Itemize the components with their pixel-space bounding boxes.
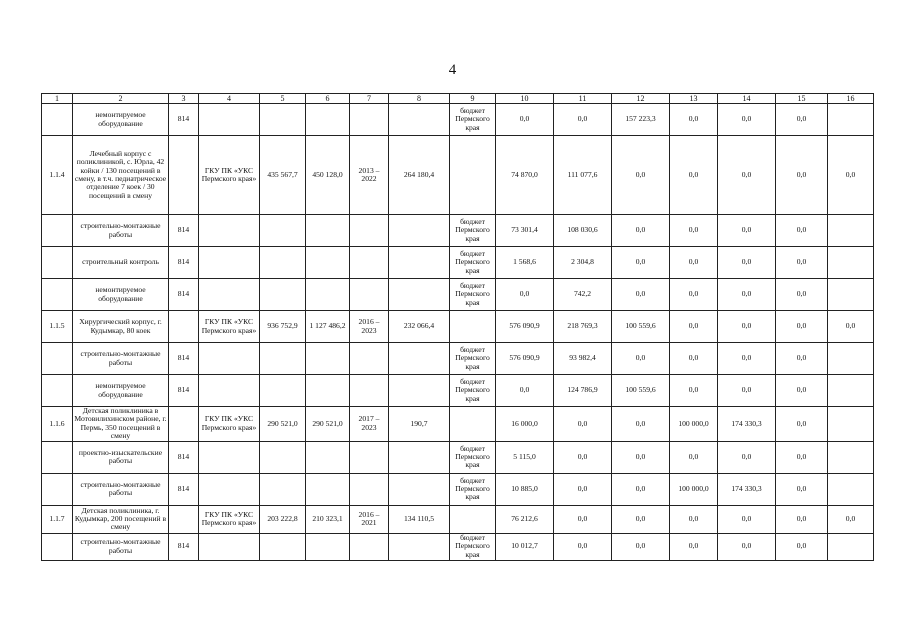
table-cell: 76 212,6	[496, 505, 554, 533]
table-cell: строительно-монтажные работы	[73, 215, 169, 247]
table-cell: 814	[169, 375, 199, 407]
column-header: 9	[450, 94, 496, 104]
table-cell: 0,0	[554, 505, 612, 533]
table-cell: 814	[169, 279, 199, 311]
table-cell: проектно-изыскательские работы	[73, 441, 169, 473]
table-cell: 0,0	[776, 311, 828, 343]
table-cell: 2013 – 2022	[350, 136, 389, 215]
table-cell	[42, 473, 73, 505]
table-cell: 742,2	[554, 279, 612, 311]
table-cell: 0,0	[718, 104, 776, 136]
column-header: 5	[260, 94, 306, 104]
table-header-row	[42, 94, 874, 104]
table-cell: 0,0	[670, 104, 718, 136]
table-cell: 16 000,0	[496, 407, 554, 442]
table-cell	[260, 375, 306, 407]
table-cell	[169, 407, 199, 442]
table-cell	[306, 441, 350, 473]
table-cell: 5 115,0	[496, 441, 554, 473]
table-cell: 157 223,3	[612, 104, 670, 136]
table-cell: 174 330,3	[718, 473, 776, 505]
table-cell	[828, 375, 874, 407]
table-cell: 111 077,6	[554, 136, 612, 215]
budget-table	[41, 93, 874, 561]
table-cell: строительно-монтажные работы	[73, 343, 169, 375]
table-cell	[199, 375, 260, 407]
table-cell: 134 110,5	[389, 505, 450, 533]
table-cell: Детская поликлиника в Мотовилихинском районе, г. Пермь, 350 посещений в смену	[74, 406, 167, 441]
table-cell: 0,0	[776, 441, 828, 473]
table-cell: 2016 – 2023	[350, 311, 389, 343]
table-cell: 0,0	[776, 375, 828, 407]
table-row	[42, 104, 874, 136]
project-row	[42, 136, 874, 215]
table-cell: 2017 – 2023	[350, 407, 389, 442]
table-cell: 0,0	[612, 441, 670, 473]
table-cell: 232 066,4	[389, 311, 450, 343]
table-cell: 0,0	[670, 343, 718, 375]
table-cell: 2016 – 2021	[350, 505, 389, 533]
table-body	[42, 104, 874, 561]
table-cell	[450, 505, 496, 533]
table-cell: строительно-монтажные работы	[73, 473, 169, 505]
project-row	[42, 407, 874, 442]
table-cell: 73 301,4	[496, 215, 554, 247]
table-cell: 0,0	[670, 533, 718, 560]
table-cell	[260, 533, 306, 560]
table-cell: строительно-монтажные работы	[73, 533, 169, 560]
table-cell: 10 885,0	[496, 473, 554, 505]
table-cell: бюджет Пермского края	[450, 215, 496, 247]
table-cell: 2 304,8	[554, 247, 612, 279]
table-cell	[389, 279, 450, 311]
table-cell: 0,0	[612, 279, 670, 311]
column-header: 1	[42, 94, 73, 104]
table-cell: бюджет Пермского края	[450, 247, 496, 279]
table-cell	[350, 215, 389, 247]
table-cell: 203 222,8	[260, 505, 306, 533]
table-cell: 264 180,4	[389, 136, 450, 215]
table-cell: 0,0	[496, 375, 554, 407]
table-cell: Лечебный корпус с поликлиникой, с. Юрла, 42 койки / 130 посещений в смену, в т.ч. педиатрическое отделение 7 коек / 30 посещений в смену	[73, 136, 169, 215]
table-cell	[389, 441, 450, 473]
table-cell: Хирургический корпус, г. Кудымкар, 80 коек	[73, 311, 169, 343]
table-cell	[306, 343, 350, 375]
table-cell: 576 090,9	[496, 311, 554, 343]
table-cell: немонтируемое оборудование	[73, 104, 169, 136]
column-header: 8	[389, 94, 450, 104]
table-cell	[828, 441, 874, 473]
table-cell: 814	[169, 441, 199, 473]
column-header: 4	[199, 94, 260, 104]
table-cell: 0,0	[828, 136, 874, 215]
table-cell: 0,0	[718, 343, 776, 375]
table-cell: 93 982,4	[554, 343, 612, 375]
table-cell: 0,0	[776, 407, 828, 442]
table-cell: 190,7	[389, 407, 450, 442]
table-cell: 0,0	[670, 279, 718, 311]
table-cell: 0,0	[670, 247, 718, 279]
table-cell: 0,0	[612, 533, 670, 560]
table-cell	[42, 247, 73, 279]
table-cell	[306, 247, 350, 279]
table-cell: 814	[169, 473, 199, 505]
table-cell: 10 012,7	[496, 533, 554, 560]
table-cell	[169, 311, 199, 343]
table-cell: 0,0	[718, 311, 776, 343]
table-cell	[828, 279, 874, 311]
table-cell	[260, 343, 306, 375]
table-cell: 576 090,9	[496, 343, 554, 375]
table-cell	[350, 375, 389, 407]
table-cell	[42, 441, 73, 473]
table-cell	[42, 343, 73, 375]
table-cell: ГКУ ПК «УКС Пермского края»	[199, 407, 260, 442]
table-cell	[199, 343, 260, 375]
table-cell	[42, 104, 73, 136]
column-header: 15	[776, 94, 828, 104]
table-cell: 0,0	[670, 441, 718, 473]
table-cell	[260, 441, 306, 473]
table-cell	[306, 473, 350, 505]
project-row	[42, 311, 874, 343]
table-cell	[828, 407, 874, 442]
table-cell: 0,0	[776, 104, 828, 136]
table-cell: 0,0	[612, 215, 670, 247]
table-cell	[199, 247, 260, 279]
table-cell: бюджет Пермского края	[450, 104, 496, 136]
page-number: 4	[448, 62, 457, 78]
table-cell: 0,0	[718, 279, 776, 311]
table-cell: бюджет Пермского края	[450, 279, 496, 311]
table-cell	[306, 215, 350, 247]
table-cell	[260, 279, 306, 311]
table-cell: 108 030,6	[554, 215, 612, 247]
table-cell: 814	[169, 247, 199, 279]
table-cell: 450 128,0	[306, 136, 350, 215]
table-cell	[350, 473, 389, 505]
table-cell	[199, 473, 260, 505]
table-cell: бюджет Пермского края	[450, 375, 496, 407]
table-cell: 814	[169, 343, 199, 375]
table-cell: Детская поликлиника, г. Кудымкар, 200 посещений в смену	[73, 505, 169, 533]
table-row	[42, 441, 874, 473]
table-cell	[450, 407, 496, 442]
table-cell	[450, 311, 496, 343]
table-cell: ГКУ ПК «УКС Пермского края»	[199, 136, 260, 215]
table-cell: 0,0	[496, 279, 554, 311]
table-cell	[350, 441, 389, 473]
table-cell: 0,0	[670, 215, 718, 247]
table-cell: 0,0	[670, 136, 718, 215]
table-cell	[42, 215, 73, 247]
table-cell: 0,0	[670, 375, 718, 407]
column-header: 6	[306, 94, 350, 104]
table-cell: 0,0	[776, 505, 828, 533]
table-row	[42, 215, 874, 247]
table-cell	[199, 279, 260, 311]
table-cell: 124 786,9	[554, 375, 612, 407]
table-row	[42, 279, 874, 311]
table-cell	[350, 104, 389, 136]
column-header: 14	[718, 94, 776, 104]
table-cell: 0,0	[612, 407, 670, 442]
column-header: 3	[169, 94, 199, 104]
table-cell: 0,0	[612, 343, 670, 375]
table-cell	[169, 136, 199, 215]
table-cell: 1.1.4	[42, 136, 73, 215]
table-cell	[350, 247, 389, 279]
table-cell: 0,0	[776, 473, 828, 505]
table-cell: 0,0	[612, 473, 670, 505]
table-cell: 0,0	[554, 441, 612, 473]
table-cell: 290 521,0	[306, 407, 350, 442]
table-cell	[389, 215, 450, 247]
table-cell: 100 000,0	[670, 473, 718, 505]
table-cell: 0,0	[670, 311, 718, 343]
column-header: 10	[496, 94, 554, 104]
table-cell	[42, 375, 73, 407]
table-cell: бюджет Пермского края	[450, 533, 496, 560]
table-cell: 0,0	[776, 279, 828, 311]
table-cell	[350, 279, 389, 311]
table-cell: 0,0	[612, 247, 670, 279]
table-cell: 0,0	[554, 104, 612, 136]
table-cell	[828, 343, 874, 375]
table-cell: 0,0	[554, 533, 612, 560]
column-header: 16	[828, 94, 874, 104]
table-cell: 814	[169, 215, 199, 247]
table-cell	[389, 533, 450, 560]
table-cell: 1.1.6	[42, 407, 73, 442]
table-cell: 0,0	[554, 407, 612, 442]
table-cell	[199, 215, 260, 247]
table-cell: 0,0	[828, 311, 874, 343]
table-cell: 218 769,3	[554, 311, 612, 343]
table-cell: 0,0	[718, 215, 776, 247]
table-cell	[260, 473, 306, 505]
table-cell	[42, 533, 73, 560]
table-cell: 100 000,0	[670, 407, 718, 442]
table-row	[42, 343, 874, 375]
table-cell	[389, 473, 450, 505]
column-header: 2	[73, 94, 169, 104]
table-cell: 0,0	[776, 343, 828, 375]
table-cell: 0,0	[776, 215, 828, 247]
table-row	[42, 247, 874, 279]
table-cell	[350, 343, 389, 375]
table-cell: 0,0	[612, 136, 670, 215]
table-cell	[199, 533, 260, 560]
table-cell: 0,0	[776, 533, 828, 560]
table-row	[42, 473, 874, 505]
table-cell: немонтируемое оборудование	[73, 375, 169, 407]
table-cell: ГКУ ПК «УКС Пермского края»	[199, 311, 260, 343]
column-header: 7	[350, 94, 389, 104]
table-cell: 814	[169, 533, 199, 560]
column-header: 11	[554, 94, 612, 104]
table-cell: 1.1.7	[42, 505, 73, 533]
table-cell: ГКУ ПК «УКС Пермского края»	[199, 505, 260, 533]
table-cell: бюджет Пермского края	[450, 473, 496, 505]
table-cell: 0,0	[828, 505, 874, 533]
table-cell: 210 323,1	[306, 505, 350, 533]
table-cell: 0,0	[718, 441, 776, 473]
table-cell	[389, 247, 450, 279]
table-cell	[389, 343, 450, 375]
table-cell: 74 870,0	[496, 136, 554, 215]
table-cell: бюджет Пермского края	[450, 343, 496, 375]
table-cell	[260, 104, 306, 136]
table-cell: 0,0	[612, 505, 670, 533]
table-cell	[306, 279, 350, 311]
table-cell: 814	[169, 104, 199, 136]
table-row	[42, 533, 874, 560]
table-cell: 290 521,0	[260, 407, 306, 442]
table-cell: 936 752,9	[260, 311, 306, 343]
column-header: 12	[612, 94, 670, 104]
table-cell	[199, 441, 260, 473]
table-cell: 1 568,6	[496, 247, 554, 279]
project-row	[42, 505, 874, 533]
table-cell: 0,0	[718, 533, 776, 560]
table-cell: 0,0	[718, 247, 776, 279]
table-cell: 1.1.5	[42, 311, 73, 343]
table-cell	[828, 247, 874, 279]
table-cell: 0,0	[718, 136, 776, 215]
table-cell: бюджет Пермского края	[450, 441, 496, 473]
table-cell: 0,0	[554, 473, 612, 505]
table-cell	[828, 473, 874, 505]
table-cell	[389, 104, 450, 136]
table-cell: строительный контроль	[73, 247, 169, 279]
table-cell: 100 559,6	[612, 375, 670, 407]
column-header: 13	[670, 94, 718, 104]
table-cell: 174 330,3	[718, 407, 776, 442]
table-cell	[260, 215, 306, 247]
table-cell: 0,0	[718, 375, 776, 407]
table-cell: 0,0	[776, 247, 828, 279]
table-cell	[306, 375, 350, 407]
table-cell: немонтируемое оборудование	[73, 279, 169, 311]
table-cell	[828, 215, 874, 247]
table-cell	[350, 533, 389, 560]
table-cell: 0,0	[496, 104, 554, 136]
table-cell	[828, 533, 874, 560]
table-cell	[306, 533, 350, 560]
table-cell: 435 567,7	[260, 136, 306, 215]
table-cell	[450, 136, 496, 215]
table-cell: 100 559,6	[612, 311, 670, 343]
table-cell	[169, 505, 199, 533]
table-cell	[42, 279, 73, 311]
table-cell: 0,0	[718, 505, 776, 533]
table-cell: 1 127 486,2	[306, 311, 350, 343]
table-cell	[260, 247, 306, 279]
table-row	[42, 375, 874, 407]
table-cell	[306, 104, 350, 136]
table-cell	[828, 104, 874, 136]
table-cell	[389, 375, 450, 407]
table-cell	[199, 104, 260, 136]
table-cell: 0,0	[670, 505, 718, 533]
table-cell: 0,0	[776, 136, 828, 215]
